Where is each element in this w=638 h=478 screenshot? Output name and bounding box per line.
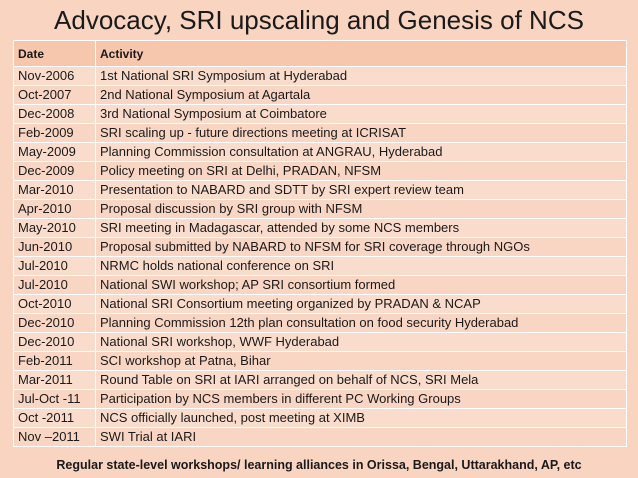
slide-title: Advocacy, SRI upscaling and Genesis of NCS: [54, 5, 584, 35]
row-activity: SCI workshop at Patna, Bihar: [96, 352, 627, 371]
table-header-row: [14, 41, 627, 67]
table-row: [14, 314, 627, 333]
row-date: Jul-Oct -11: [14, 390, 96, 409]
row-activity: Policy meeting on SRI at Delhi, PRADAN, NFSM: [96, 162, 627, 181]
row-date: Dec-2009: [14, 162, 96, 181]
row-date: Jul-2010: [14, 257, 96, 276]
row-date: Dec-2008: [14, 105, 96, 124]
row-date: May-2009: [14, 143, 96, 162]
row-activity: National SRI workshop, WWF Hyderabad: [96, 333, 627, 352]
table-row: [14, 409, 627, 428]
row-activity: Presentation to NABARD and SDTT by SRI expert review team: [96, 181, 627, 200]
table-row: [14, 67, 627, 86]
row-activity: National SWI workshop; AP SRI consortium formed: [96, 276, 627, 295]
row-date: Nov-2006: [14, 67, 96, 86]
row-date: Oct-2010: [14, 295, 96, 314]
row-activity: National SRI Consortium meeting organized by PRADAN & NCAP: [96, 295, 627, 314]
row-date: Jul-2010: [14, 276, 96, 295]
activity-table: [13, 40, 627, 447]
row-activity: Proposal discussion by SRI group with NFSM: [96, 200, 627, 219]
table-row: [14, 219, 627, 238]
row-activity: Participation by NCS members in different PC Working Groups: [96, 390, 627, 409]
row-date: Nov –2011: [14, 428, 96, 447]
row-activity: Planning Commission consultation at ANGRAU, Hyderabad: [96, 143, 627, 162]
row-activity: 1st National SRI Symposium at Hyderabad: [96, 67, 627, 86]
table-row: [14, 162, 627, 181]
table-body: [14, 67, 627, 447]
table-row: [14, 257, 627, 276]
table-row: [14, 295, 627, 314]
table-row: [14, 124, 627, 143]
table-row: [14, 371, 627, 390]
row-activity: SWI Trial at IARI: [96, 428, 627, 447]
row-date: Feb-2009: [14, 124, 96, 143]
row-activity: SRI scaling up - future directions meeting at ICRISAT: [96, 124, 627, 143]
row-activity: NCS officially launched, post meeting at XIMB: [96, 409, 627, 428]
row-activity: 2nd National Symposium at Agartala: [96, 86, 627, 105]
column-header-date: Date: [14, 41, 96, 67]
row-date: Oct-2007: [14, 86, 96, 105]
row-date: Dec-2010: [14, 333, 96, 352]
table-row: [14, 143, 627, 162]
table-row: [14, 200, 627, 219]
row-date: Apr-2010: [14, 200, 96, 219]
row-activity: NRMC holds national conference on SRI: [96, 257, 627, 276]
row-activity: Proposal submitted by NABARD to NFSM for SRI coverage through NGOs: [96, 238, 627, 257]
row-date: May-2010: [14, 219, 96, 238]
footer-note: Regular state-level workshops/ learning alliances in Orissa, Bengal, Uttarakhand, AP, etc: [56, 458, 582, 472]
row-date: Jun-2010: [14, 238, 96, 257]
row-activity: Planning Commission 12th plan consultation on food security Hyderabad: [96, 314, 627, 333]
column-header-activity: Activity: [96, 41, 627, 67]
row-activity: 3rd National Symposium at Coimbatore: [96, 105, 627, 124]
row-activity: SRI meeting in Madagascar, attended by some NCS members: [96, 219, 627, 238]
table-row: [14, 333, 627, 352]
table-row: [14, 352, 627, 371]
row-date: Feb-2011: [14, 352, 96, 371]
row-date: Oct -2011: [14, 409, 96, 428]
row-date: Mar-2010: [14, 181, 96, 200]
row-activity: Round Table on SRI at IARI arranged on behalf of NCS, SRI Mela: [96, 371, 627, 390]
table-row: [14, 428, 627, 447]
table-row: [14, 276, 627, 295]
row-date: Mar-2011: [14, 371, 96, 390]
table-row: [14, 105, 627, 124]
table-row: [14, 238, 627, 257]
table-row: [14, 390, 627, 409]
table-row: [14, 181, 627, 200]
row-date: Dec-2010: [14, 314, 96, 333]
table-row: [14, 86, 627, 105]
